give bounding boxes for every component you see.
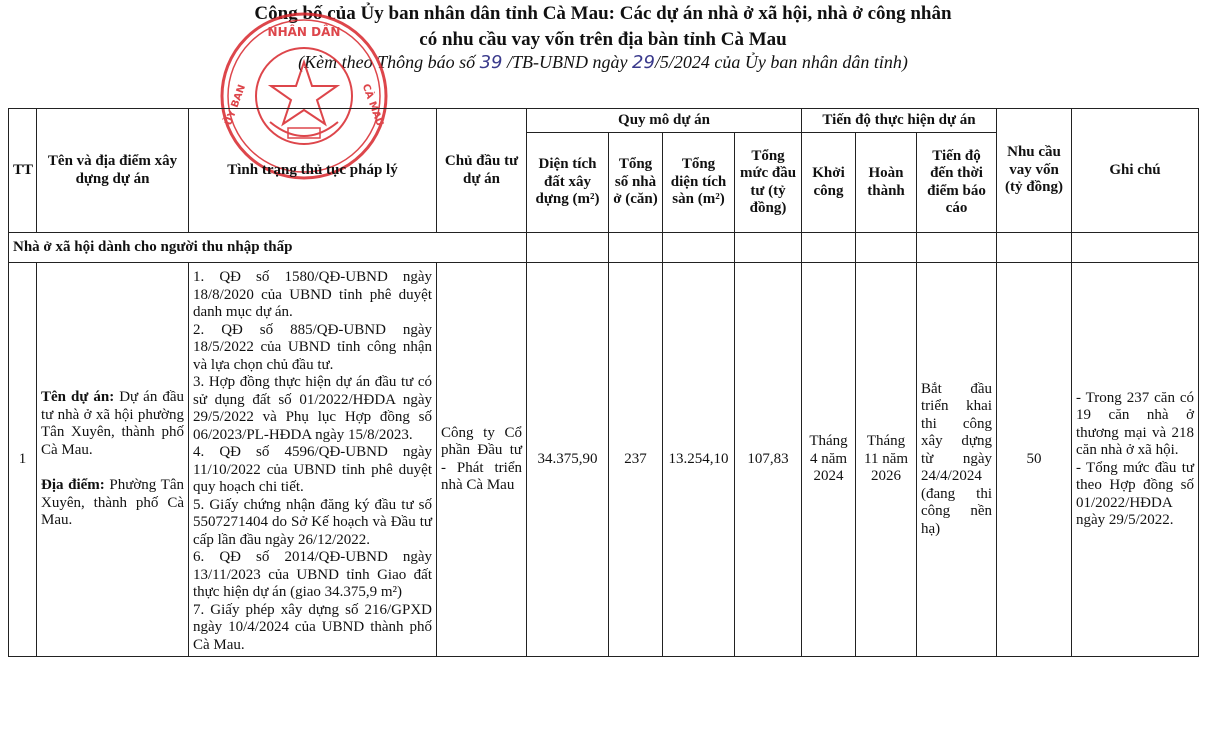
header-legal-status: Tình trạng thủ tục pháp lý <box>189 109 437 233</box>
row-investor: Công ty Cổ phần Đầu tư - Phát triển nhà Cà Mau <box>437 263 527 657</box>
header-progress-group: Tiến độ thực hiện dự án <box>802 109 997 133</box>
document-title-line1: Công bố của Ủy ban nhân dân tỉnh Cà Mau: Các dự án nhà ở xã hội, nhà ở công nhân <box>254 3 952 24</box>
subtitle-mid: /TB-UBND ngày <box>507 52 628 72</box>
row-start: Tháng 4 năm 2024 <box>802 263 856 657</box>
header-start: Khởi công <box>802 133 856 233</box>
table-row <box>9 263 1199 657</box>
row-name-location <box>37 263 189 657</box>
row-progress: Bắt đầu triển khai thi công xây dựng từ ngày 24/4/2024 (đang thi công nền hạ) <box>917 263 997 657</box>
header-floor-area: Tổng diện tích sàn (m²) <box>663 133 735 233</box>
row-legal-procedures <box>189 263 437 657</box>
section-empty-cell <box>917 233 997 263</box>
header-scale-group: Quy mô dự án <box>527 109 802 133</box>
note-item: - Trong 237 căn có 19 căn nhà ở thương mại và 218 căn nhà ở xã hội. <box>1076 389 1195 458</box>
section-empty-cell <box>802 233 856 263</box>
header-progress-to-date: Tiến độ đến thời điểm báo cáo <box>917 133 997 233</box>
header-loan-need: Nhu cầu vay vốn (tỷ đồng) <box>997 109 1072 233</box>
seal-text-left: ỦY BAN <box>223 83 249 128</box>
projects-table <box>8 108 1199 657</box>
header-investor: Chủ đầu tư dự án <box>437 109 527 233</box>
project-name-text: Dự án đầu tư nhà ở xã hội phường Tân Xuyên, thành phố Cà Mau. <box>41 389 185 458</box>
procedure-item: 1. QĐ số 1580/QĐ-UBND ngày 18/8/2020 của UBND tỉnh phê duyệt danh mục dự án. <box>193 269 432 320</box>
section-row <box>9 233 1199 263</box>
seal-text-top: NHÂN DÂN <box>267 25 341 39</box>
header-tt: TT <box>9 109 37 233</box>
row-total-investment: 107,83 <box>735 263 802 657</box>
procedure-item: 7. Giấy phép xây dựng số 216/GPXD ngày 10/4/2024 của UBND thành phố Cà Mau. <box>193 601 432 653</box>
section-empty-cell <box>997 233 1072 263</box>
procedure-item: 2. QĐ số 885/QĐ-UBND ngày 18/5/2022 của UBND tỉnh công nhận và lựa chọn chủ đầu tư. <box>193 321 432 373</box>
header-land-area: Diện tích đất xây dựng (m²) <box>527 133 609 233</box>
section-empty-cell <box>663 233 735 263</box>
project-name-label: Tên dự án: <box>41 389 115 406</box>
header-row-1 <box>9 109 1199 133</box>
header-name-location: Tên và địa điểm xây dựng dự án <box>37 109 189 233</box>
procedure-item: 4. QĐ số 4596/QĐ-UBND ngày 11/10/2022 của UBND tỉnh phê duyệt quy hoạch chi tiết. <box>193 444 432 495</box>
document-title-line2: có nhu cầu vay vốn trên địa bàn tỉnh Cà Mau <box>419 29 787 50</box>
row-land-area: 34.375,90 <box>527 263 609 657</box>
section-empty-cell <box>856 233 917 263</box>
header-total-investment: Tổng mức đầu tư (tỷ đồng) <box>735 133 802 233</box>
seal-text-right: CÀ MAU <box>359 82 386 128</box>
row-tt: 1 <box>9 263 37 657</box>
row-floor-area: 13.254,10 <box>663 263 735 657</box>
header-finish: Hoàn thành <box>856 133 917 233</box>
subtitle-suffix: /5/2024 của Ủy ban nhân dân tỉnh) <box>654 52 908 72</box>
project-location-text: Phường Tân Xuyên, thành phố Cà Mau. <box>41 477 184 529</box>
header-total-units: Tổng số nhà ở (căn) <box>609 133 663 233</box>
row-finish: Tháng 11 năm 2026 <box>856 263 917 657</box>
procedure-item: 3. Hợp đồng thực hiện dự án đầu tư có sử dụng đất số 01/2022/HĐDA ngày 29/5/2022 và Phụ lục Hợp đồng số 06/2023/PL-HĐDA ngày 15/8/2023. <box>193 374 432 443</box>
subtitle-prefix: (Kèm theo Thông báo số <box>298 52 476 72</box>
notice-day-handwritten: 29 <box>632 52 655 73</box>
project-name <box>41 389 184 459</box>
section-empty-cell <box>527 233 609 263</box>
notice-number-handwritten: 39 <box>479 52 503 73</box>
procedure-item: 5. Giấy chứng nhận đăng ký đầu tư số 5507271404 do Sở Kế hoạch và Đầu tư cấp lần đầu ngày 26/12/2022. <box>193 496 432 548</box>
header-notes: Ghi chú <box>1072 109 1199 233</box>
project-location-label: Địa điểm: <box>41 477 105 494</box>
row-total-units: 237 <box>609 263 663 657</box>
row-loan-need: 50 <box>997 263 1072 657</box>
section-empty-cell <box>735 233 802 263</box>
document-subtitle <box>0 50 1206 75</box>
section-empty-cell <box>609 233 663 263</box>
row-notes <box>1072 263 1199 657</box>
section-empty-cell <box>1072 233 1199 263</box>
section-title: Nhà ở xã hội dành cho người thu nhập thấp <box>9 233 527 263</box>
note-item: - Tổng mức đầu tư theo Hợp đồng số 01/2022/HĐDA ngày 29/5/2022. <box>1076 459 1195 528</box>
procedure-item: 6. QĐ số 2014/QĐ-UBND ngày 13/11/2023 của UBND tỉnh Giao đất thực hiện dự án (giao 34.375,9 m²) <box>193 549 432 600</box>
project-location <box>41 477 184 530</box>
